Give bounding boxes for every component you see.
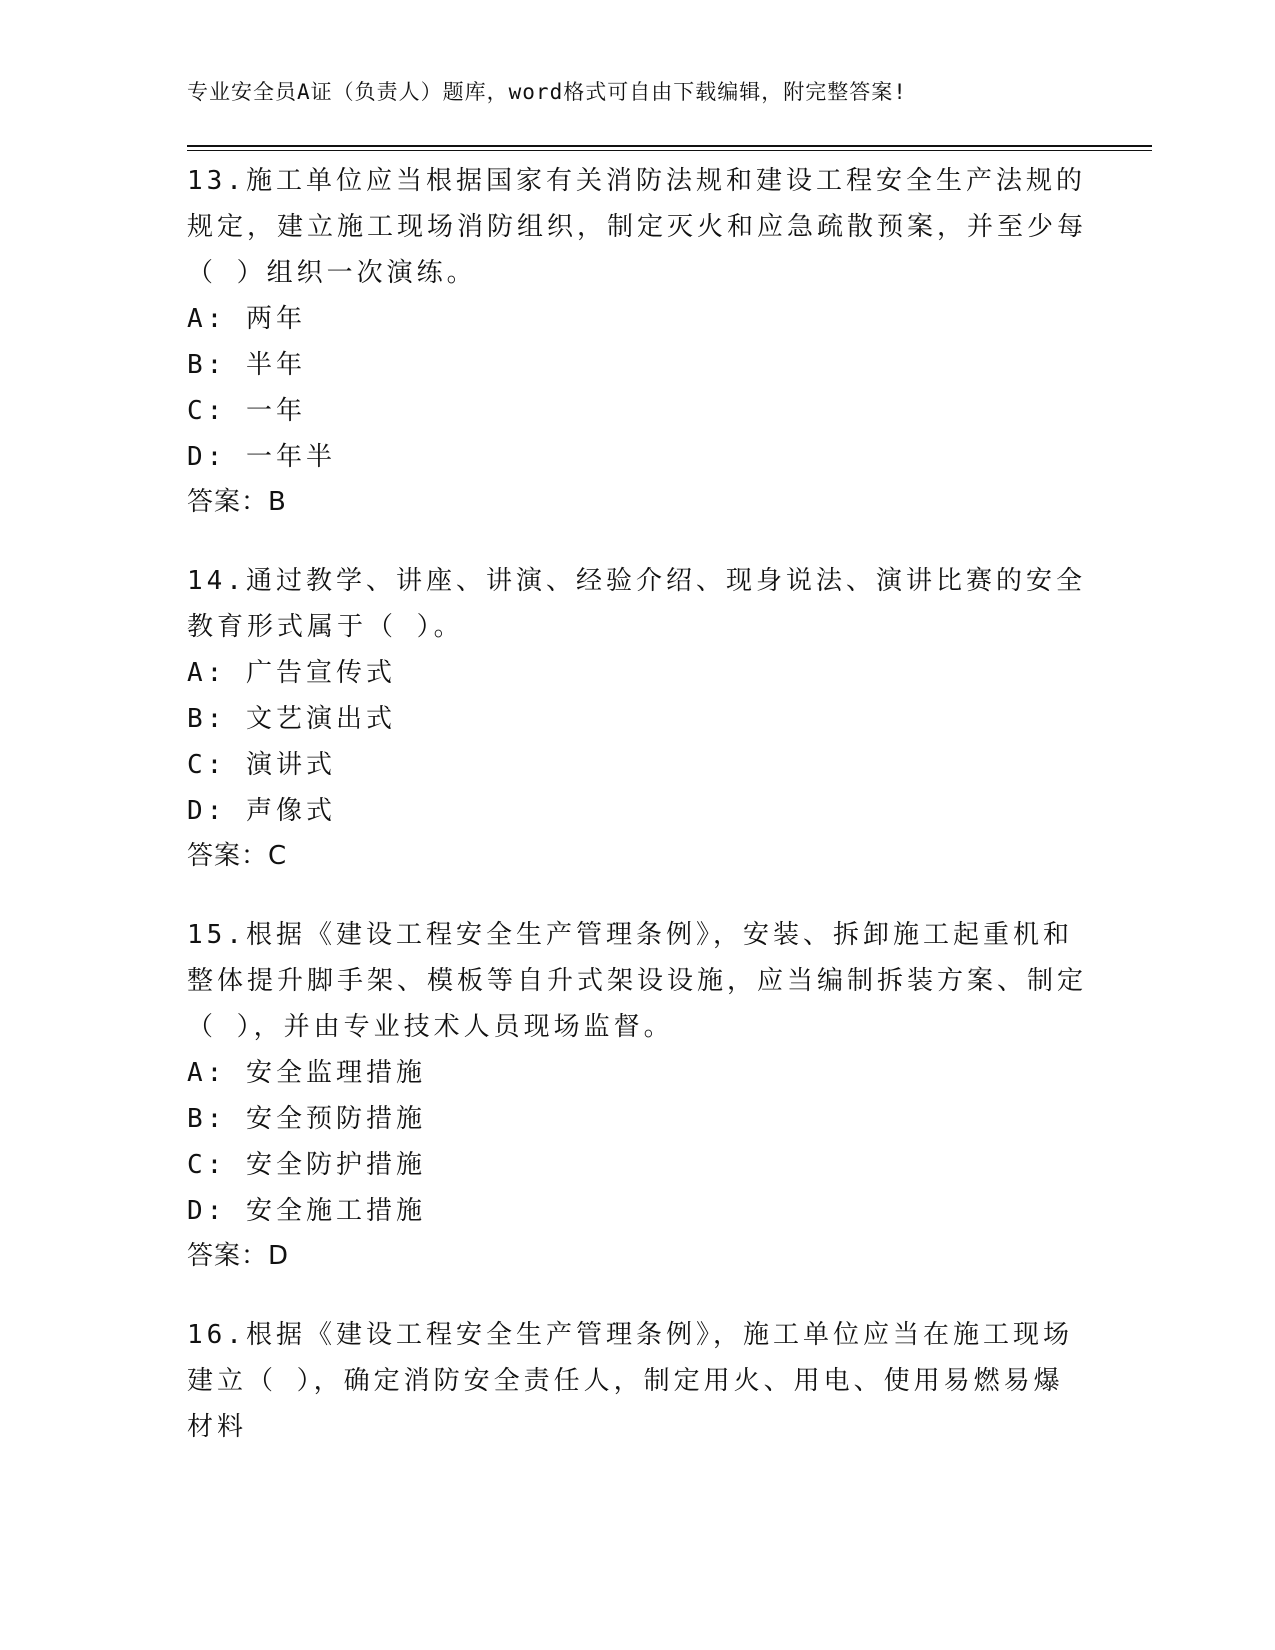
header-rule-thin [187, 150, 1152, 151]
option-c: C: 演讲式 [187, 750, 336, 780]
option-a: A: 广告宣传式 [187, 658, 396, 688]
question-15 [187, 912, 1087, 1278]
question-16 [187, 1312, 1087, 1450]
question-list [187, 158, 1087, 1484]
question-text: 14.通过教学、讲座、讲演、经验介绍、现身说法、演讲比赛的安全教育形式属于（ ）。 [187, 566, 1086, 642]
option-d: D: 安全施工措施 [187, 1196, 426, 1226]
option-a: A: 两年 [187, 304, 306, 334]
option-b: B: 半年 [187, 350, 306, 380]
answer: 答案：D [187, 1241, 290, 1271]
option-c: C: 一年 [187, 396, 306, 426]
option-b: B: 文艺演出式 [187, 704, 396, 734]
answer: 答案：B [187, 487, 287, 517]
option-c: C: 安全防护措施 [187, 1150, 426, 1180]
question-text: 13.施工单位应当根据国家有关消防法规和建设工程安全生产法规的规定，建立施工现场消防组织，制定灭火和应急疏散预案，并至少每（ ）组织一次演练。 [187, 166, 1088, 288]
question-text: 16.根据《建设工程安全生产管理条例》，施工单位应当在施工现场建立（ ），确定消防安全责任人，制定用火、用电、使用易燃易爆材料 [187, 1320, 1073, 1442]
option-a: A: 安全监理措施 [187, 1058, 426, 1088]
page-header: 专业安全员A证（负责人）题库，word格式可自由下载编辑，附完整答案! [187, 80, 907, 104]
header-rule-thick [187, 145, 1152, 147]
question-13 [187, 158, 1087, 524]
option-d: D: 一年半 [187, 442, 336, 472]
answer: 答案：C [187, 841, 288, 871]
question-text: 15.根据《建设工程安全生产管理条例》，安装、拆卸施工起重机和整体提升脚手架、模板等自升式架设设施，应当编制拆装方案、制定（ ），并由专业技术人员现场监督。 [187, 920, 1088, 1042]
question-14 [187, 558, 1087, 878]
option-d: D: 声像式 [187, 796, 336, 826]
option-b: B: 安全预防措施 [187, 1104, 426, 1134]
